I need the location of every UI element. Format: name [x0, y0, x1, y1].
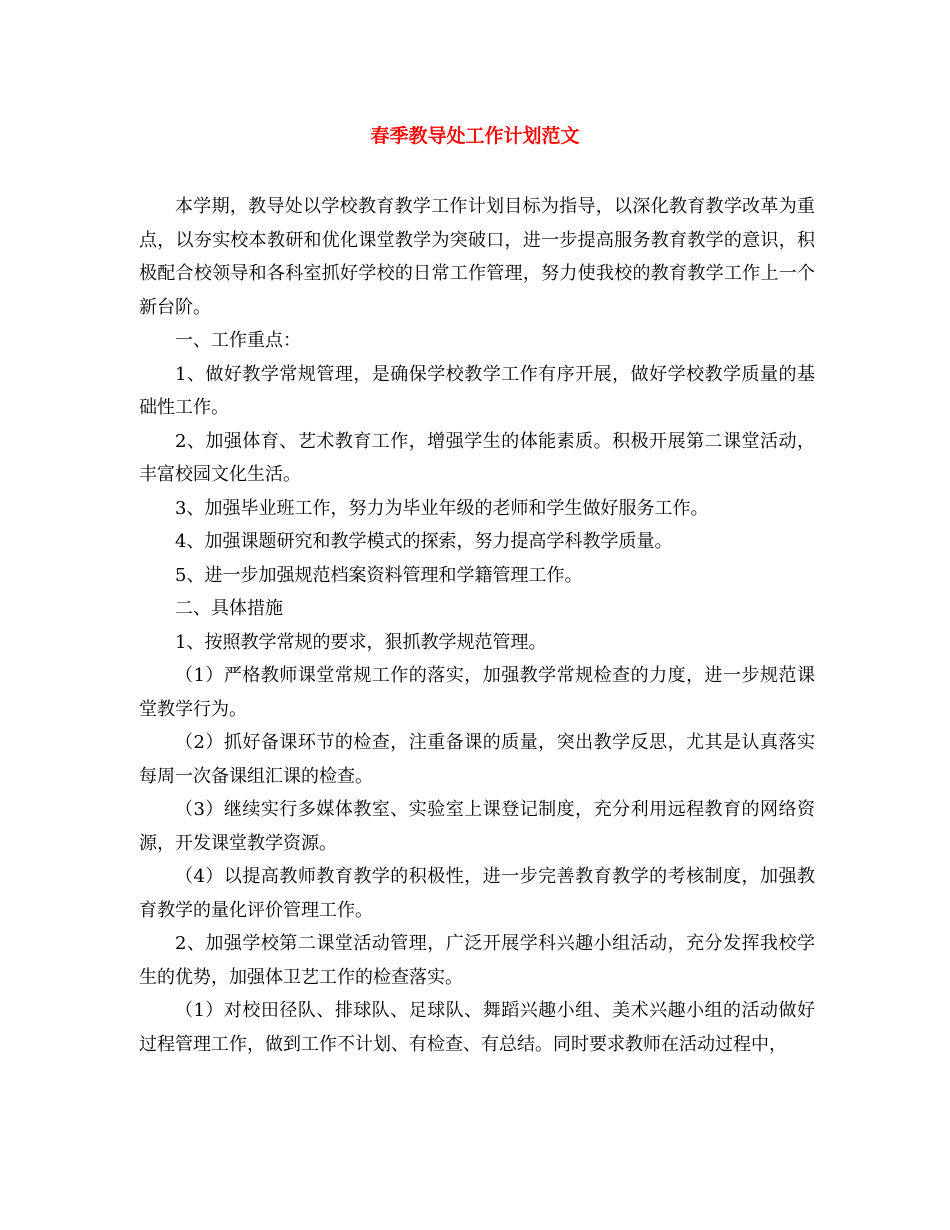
paragraph-measure-1-3: （3）继续实行多媒体教室、实验室上课登记制度，充分利用远程教育的网络资源，开发课堂教学资源。	[139, 799, 815, 854]
paragraph-intro: 本学期，教导处以学校教育教学工作计划目标为指导，以深化教育教学改革为重点，以夯实校本教研和优化课堂教学为突破口，进一步提高服务教育教学的意识，积极配合校领导和各科室抓好学校的日常工作管理，努力使我校的教育教学工作上一个新台阶。	[139, 196, 815, 318]
paragraph-measure-1-1: （1）严格教师课堂常规工作的落实，加强教学常规检查的力度，进一步规范课堂教学行为。	[139, 665, 815, 720]
paragraph-measure-2-1: （1）对校田径队、排球队、足球队、舞蹈兴趣小组、美术兴趣小组的活动做好过程管理工作，做到工作不计划、有检查、有总结。同时要求教师在活动过程中，	[139, 1000, 815, 1055]
paragraph-focus-3: 3、加强毕业班工作，努力为毕业年级的老师和学生做好服务工作。	[175, 497, 709, 519]
paragraph-measure-1-4: （4）以提高教师教育教学的积极性，进一步完善教育教学的考核制度，加强教育教学的量化评价管理工作。	[139, 866, 815, 921]
paragraph-measure-1-2: （2）抓好备课环节的检查，注重备课的质量，突出教学反思，尤其是认真落实每周一次备课组汇课的检查。	[139, 732, 815, 787]
paragraph-focus-5: 5、进一步加强规范档案资料管理和学籍管理工作。	[175, 564, 583, 586]
paragraph-focus-1: 1、做好教学常规管理，是确保学校教学工作有序开展，做好学校教学质量的基础性工作。	[139, 363, 815, 418]
document-body	[139, 190, 815, 1061]
heading-work-focus: 一、工作重点：	[175, 330, 301, 351]
paragraph-focus-4: 4、加强课题研究和教学模式的探索，努力提高学科教学质量。	[175, 531, 673, 552]
document-title: 春季教导处工作计划范文	[370, 125, 580, 147]
heading-measures: 二、具体措施	[175, 598, 283, 619]
paragraph-measure-1: 1、按照教学常规的要求，狠抓教学规范管理。	[175, 631, 547, 653]
paragraph-measure-2: 2、加强学校第二课堂活动管理，广泛开展学科兴趣小组活动，充分发挥我校学生的优势，加强体卫艺工作的检查落实。	[139, 933, 815, 988]
paragraph-focus-2: 2、加强体育、艺术教育工作，增强学生的体能素质。积极开展第二课堂活动，丰富校园文化生活。	[139, 430, 815, 485]
